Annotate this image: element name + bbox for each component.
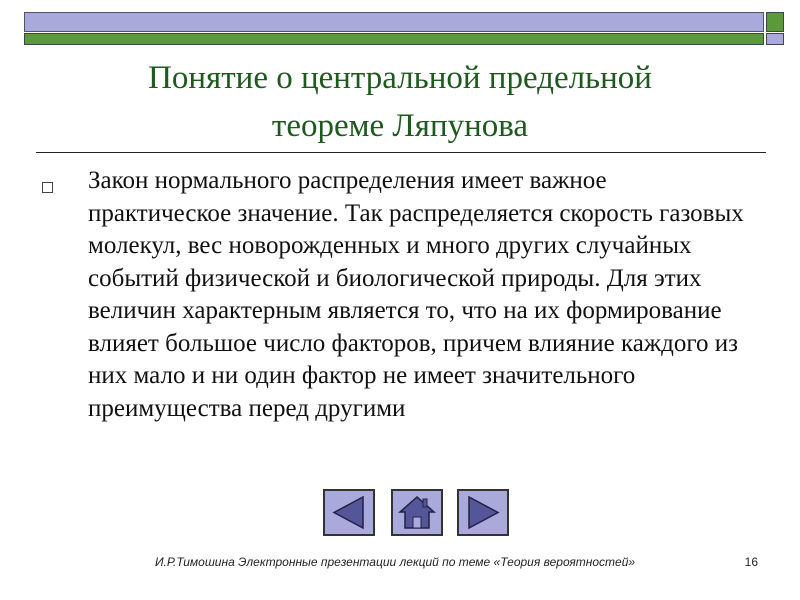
- header-bar-bottom: [24, 33, 764, 45]
- slide-title: [40, 54, 760, 150]
- home-icon: [393, 491, 441, 534]
- header-bar-top: [24, 12, 764, 32]
- title-line-2: теореме Ляпунова: [271, 108, 529, 144]
- bullet-text: Закон нормального распределения имеет важное практическое значение. Так распределяется скорость газовых молекул, вес новорожденных и много других случайных событий физической и биологической природы. Для этих величин характерным является то, что на их формирование влияет большое число факторов, причем влияние каждого из них мало и ни один фактор не имеет значительного преимущества перед другими: [88, 167, 744, 422]
- header-square-green: [766, 12, 784, 32]
- title-divider: [36, 152, 766, 153]
- triangle-right-icon: [459, 491, 507, 534]
- title-line-1: Понятие о центральной предельной: [148, 60, 652, 96]
- header-square-purple: [766, 33, 784, 45]
- home-button[interactable]: [391, 489, 443, 536]
- page-number: 16: [744, 555, 758, 569]
- previous-slide-button[interactable]: [323, 489, 375, 536]
- next-slide-button[interactable]: [457, 489, 509, 536]
- triangle-left-icon: [325, 491, 373, 534]
- footer-credit: И.Р.Тимошина Электронные презентации лекций по теме «Теория вероятностей»: [154, 555, 636, 569]
- bullet-square-icon: [42, 182, 53, 193]
